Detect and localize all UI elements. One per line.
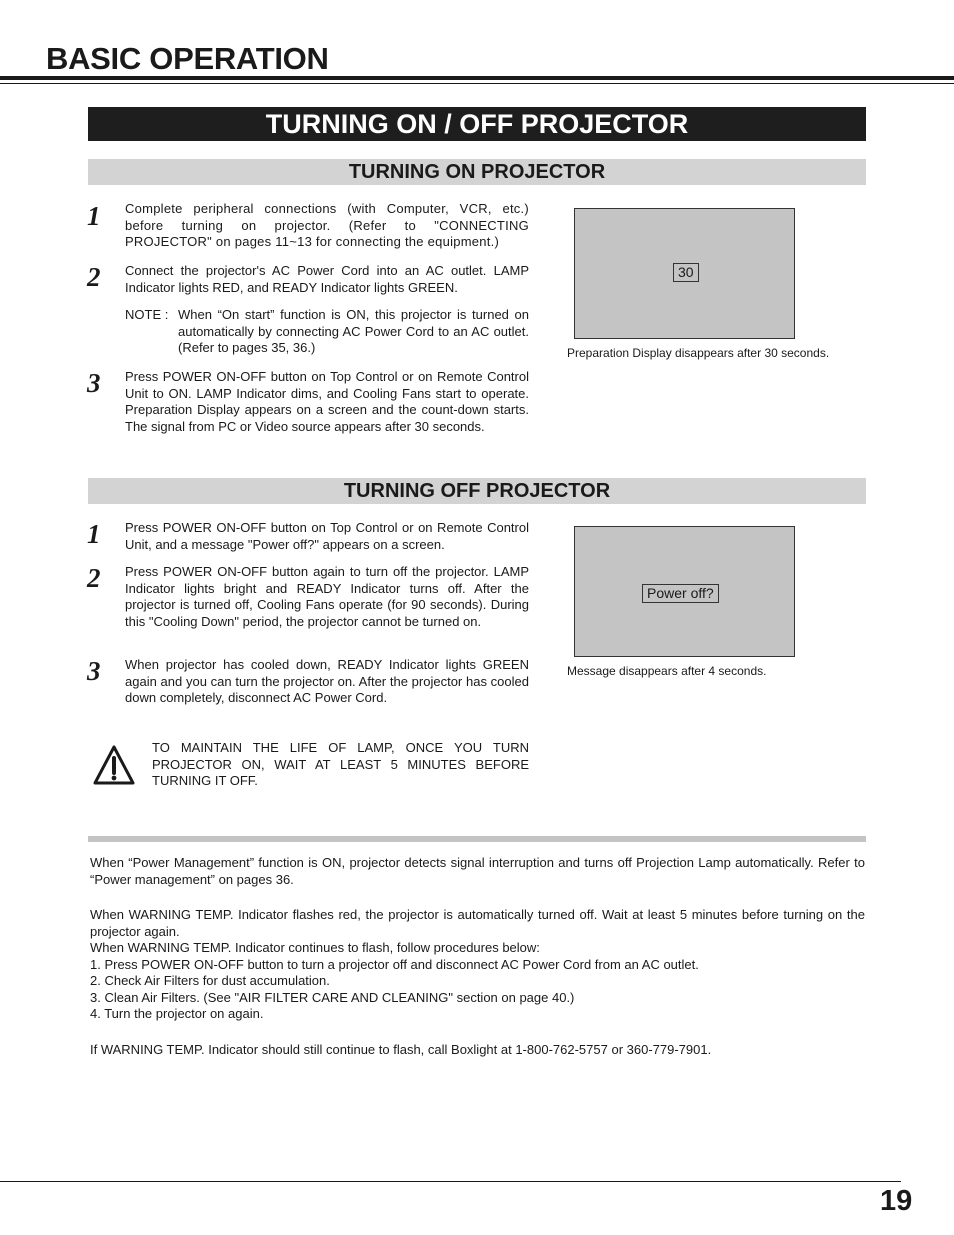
header-rule-thin bbox=[0, 83, 954, 84]
warning-temp-procedure-intro: When WARNING TEMP. Indicator continues to flash, follow procedures below: bbox=[90, 940, 540, 955]
contact-note: If WARNING TEMP. Indicator should still continue to flash, call Boxlight at 1-800-762-5757 or 360-779-7901. bbox=[90, 1041, 712, 1057]
on-step-3-text: Press POWER ON-OFF button on Top Control or on Remote Control Unit to ON. LAMP Indicator dims, and Cooling Fans start to operate. Preparation Display appears on a screen and the count-down starts. The signal from PC or Video source appears after 30 seconds. bbox=[125, 369, 529, 434]
warning-triangle-icon bbox=[92, 744, 136, 786]
power-off-display-caption: Message disappears after 4 seconds. bbox=[567, 664, 767, 678]
countdown-value: 30 bbox=[673, 263, 699, 282]
off-step-1-number: 1 bbox=[87, 519, 101, 549]
preparation-display-screen bbox=[574, 208, 795, 339]
power-off-display-screen bbox=[574, 526, 795, 657]
footer-rule bbox=[0, 1181, 901, 1182]
off-step-1-text: Press POWER ON-OFF button on Top Control or on Remote Control Unit, and a message "Power off?" appears on a screen. bbox=[125, 520, 529, 552]
header-rule bbox=[0, 76, 954, 80]
procedure-item: 4. Turn the projector on again. bbox=[90, 1006, 264, 1021]
on-step-1-number: 1 bbox=[87, 201, 101, 231]
note-text: When “On start” function is ON, this projector is turned on automatically by connecting AC Power Cord to an AC outlet. (Refer to pages 35, 36.) bbox=[178, 307, 529, 355]
turning-off-heading: TURNING OFF PROJECTOR bbox=[88, 478, 866, 504]
notes-block bbox=[90, 855, 865, 1058]
page-header: BASIC OPERATION bbox=[46, 41, 329, 76]
section-title: TURNING ON / OFF PROJECTOR bbox=[88, 107, 866, 141]
off-step-3-number: 3 bbox=[87, 656, 101, 686]
power-off-message: Power off? bbox=[642, 584, 719, 603]
caution-text: TO MAINTAIN THE LIFE OF LAMP, ONCE YOU TURN PROJECTOR ON, WAIT AT LEAST 5 MINUTES BEFORE TURNING IT OFF. bbox=[152, 740, 529, 788]
off-step-2-number: 2 bbox=[87, 563, 101, 593]
off-step-3-text: When projector has cooled down, READY Indicator lights GREEN again and you can turn the projector on. After the projector has cooled down completely, disconnect AC Power Cord. bbox=[125, 657, 529, 705]
on-step-3-number: 3 bbox=[87, 368, 101, 398]
on-step-2-number: 2 bbox=[87, 262, 101, 292]
warning-temp-note: When WARNING TEMP. Indicator flashes red, the projector is automatically turned off. Wait at least 5 minutes before turning on the projector again. bbox=[90, 907, 865, 939]
preparation-display-caption: Preparation Display disappears after 30 seconds. bbox=[567, 346, 830, 360]
page-number: 19 bbox=[880, 1185, 913, 1217]
on-step-1-text: Complete peripheral connections (with Computer, VCR, etc.) before turning on projector. (Refer to "CONNECTING PROJECTOR" on pages 11~13 for connecting the equipment.) bbox=[125, 201, 529, 249]
procedure-item: 2. Check Air Filters for dust accumulation. bbox=[90, 973, 330, 988]
section-divider bbox=[88, 836, 866, 842]
turning-on-heading: TURNING ON PROJECTOR bbox=[88, 159, 866, 185]
procedure-item: 3. Clean Air Filters. (See "AIR FILTER CARE AND CLEANING" section on page 40.) bbox=[90, 989, 575, 1005]
procedure-item: 1. Press POWER ON-OFF button to turn a projector off and disconnect AC Power Cord from an AC outlet. bbox=[90, 956, 699, 972]
note-label: NOTE : bbox=[125, 307, 169, 322]
off-step-2-text: Press POWER ON-OFF button again to turn off the projector. LAMP Indicator lights bright and READY Indicator turns off. After the projector is turned off, Cooling Fans operate (for 90 seconds). During this "Cooling Down" period, the projector cannot be turned on. bbox=[125, 564, 529, 629]
power-management-note: When “Power Management” function is ON, projector detects signal interruption and turns off Projection Lamp automatically. Refer to “Power management” on pages 36. bbox=[90, 855, 865, 887]
on-step-2-text: Connect the projector's AC Power Cord into an AC outlet. LAMP Indicator lights RED, and READY Indicator lights GREEN. bbox=[125, 263, 529, 295]
